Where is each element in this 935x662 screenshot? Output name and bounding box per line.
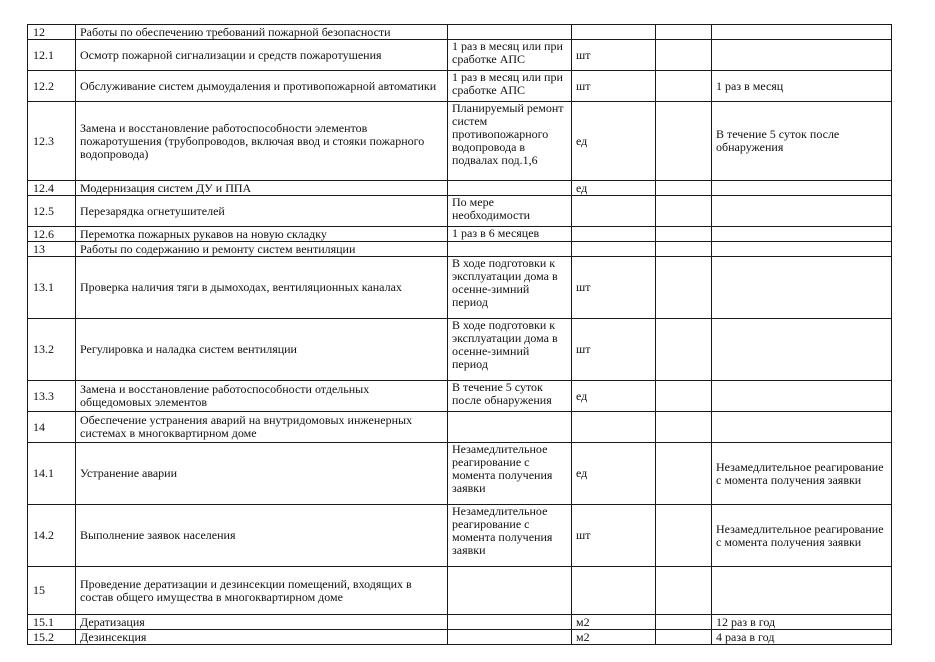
- quantity-cell: [656, 181, 712, 196]
- frequency-cell: [448, 567, 572, 615]
- work-description-cell: Замена и восстановление работоспособности отдельных общедомовых элементов: [76, 381, 448, 412]
- unit-cell: шт: [572, 40, 656, 71]
- deadline-cell: [712, 257, 892, 319]
- quantity-cell: [656, 443, 712, 505]
- unit-cell: м2: [572, 630, 656, 645]
- frequency-cell: Незамедлительное реагирование с момента получения заявки: [448, 443, 572, 505]
- work-description-cell: Выполнение заявок населения: [76, 505, 448, 567]
- unit-cell: ед: [572, 381, 656, 412]
- unit-cell: шт: [572, 257, 656, 319]
- deadline-cell: [712, 319, 892, 381]
- work-description-cell: Обеспечение устранения аварий на внутридомовых инженерных системах в многоквартирном доме: [76, 412, 448, 443]
- table-row: [28, 257, 892, 319]
- frequency-cell: 1 раз в месяц или при сработке АПС: [448, 71, 572, 102]
- deadline-cell: В течение 5 суток после обнаружения: [712, 102, 892, 181]
- item-number-cell: 12.4: [28, 181, 76, 196]
- deadline-cell: [712, 242, 892, 257]
- quantity-cell: [656, 615, 712, 630]
- unit-cell: [572, 196, 656, 227]
- table-row: [28, 630, 892, 645]
- table-row: [28, 505, 892, 567]
- frequency-cell: Незамедлительное реагирование с момента получения заявки: [448, 505, 572, 567]
- deadline-cell: [712, 196, 892, 227]
- item-number-cell: 12.1: [28, 40, 76, 71]
- deadline-cell: 4 раза в год: [712, 630, 892, 645]
- item-number-cell: 12.3: [28, 102, 76, 181]
- table-row: [28, 102, 892, 181]
- deadline-cell: 12 раз в год: [712, 615, 892, 630]
- quantity-cell: [656, 25, 712, 40]
- unit-cell: ед: [572, 181, 656, 196]
- works-table-body: [28, 25, 892, 645]
- quantity-cell: [656, 257, 712, 319]
- quantity-cell: [656, 381, 712, 412]
- unit-cell: шт: [572, 319, 656, 381]
- deadline-cell: 1 раз в месяц: [712, 71, 892, 102]
- work-description-cell: Перезарядка огнетушителей: [76, 196, 448, 227]
- deadline-cell: [712, 40, 892, 71]
- deadline-cell: Незамедлительное реагирование с момента получения заявки: [712, 443, 892, 505]
- quantity-cell: [656, 630, 712, 645]
- unit-cell: [572, 25, 656, 40]
- table-row: [28, 381, 892, 412]
- item-number-cell: 12.5: [28, 196, 76, 227]
- unit-cell: [572, 412, 656, 443]
- item-number-cell: 12.2: [28, 71, 76, 102]
- frequency-cell: [448, 630, 572, 645]
- works-table: [27, 24, 892, 645]
- deadline-cell: Незамедлительное реагирование с момента получения заявки: [712, 505, 892, 567]
- item-number-cell: 15.1: [28, 615, 76, 630]
- frequency-cell: [448, 615, 572, 630]
- frequency-cell: [448, 242, 572, 257]
- item-number-cell: 13.2: [28, 319, 76, 381]
- quantity-cell: [656, 227, 712, 242]
- item-number-cell: 12: [28, 25, 76, 40]
- item-number-cell: 14.2: [28, 505, 76, 567]
- frequency-cell: [448, 181, 572, 196]
- work-description-cell: Проверка наличия тяги в дымоходах, вентиляционных каналах: [76, 257, 448, 319]
- frequency-cell: [448, 412, 572, 443]
- work-description-cell: Дезинсекция: [76, 630, 448, 645]
- frequency-cell: В течение 5 суток после обнаружения: [448, 381, 572, 412]
- item-number-cell: 15: [28, 567, 76, 615]
- work-description-cell: Регулировка и наладка систем вентиляции: [76, 319, 448, 381]
- frequency-cell: 1 раз в месяц или при сработке АПС: [448, 40, 572, 71]
- quantity-cell: [656, 505, 712, 567]
- table-row: [28, 181, 892, 196]
- quantity-cell: [656, 40, 712, 71]
- item-number-cell: 13.3: [28, 381, 76, 412]
- item-number-cell: 13.1: [28, 257, 76, 319]
- work-description-cell: Устранение аварии: [76, 443, 448, 505]
- unit-cell: шт: [572, 71, 656, 102]
- table-row: [28, 40, 892, 71]
- deadline-cell: [712, 227, 892, 242]
- table-row: [28, 242, 892, 257]
- frequency-cell: [448, 25, 572, 40]
- work-description-cell: Работы по обеспечению требований пожарной безопасности: [76, 25, 448, 40]
- work-description-cell: Осмотр пожарной сигнализации и средств пожаротушения: [76, 40, 448, 71]
- deadline-cell: [712, 181, 892, 196]
- work-description-cell: Перемотка пожарных рукавов на новую складку: [76, 227, 448, 242]
- frequency-cell: По мере необходимости: [448, 196, 572, 227]
- work-description-cell: Модернизация систем ДУ и ППА: [76, 181, 448, 196]
- table-row: [28, 319, 892, 381]
- frequency-cell: Планируемый ремонт систем противопожарного водопровода в подвалах под.1,6: [448, 102, 572, 181]
- item-number-cell: 13: [28, 242, 76, 257]
- item-number-cell: 14: [28, 412, 76, 443]
- table-row: [28, 196, 892, 227]
- item-number-cell: 14.1: [28, 443, 76, 505]
- item-number-cell: 12.6: [28, 227, 76, 242]
- quantity-cell: [656, 71, 712, 102]
- table-row: [28, 615, 892, 630]
- item-number-cell: 15.2: [28, 630, 76, 645]
- table-row: [28, 71, 892, 102]
- unit-cell: м2: [572, 615, 656, 630]
- deadline-cell: [712, 25, 892, 40]
- table-row: [28, 25, 892, 40]
- frequency-cell: В ходе подготовки к эксплуатации дома в осенне-зимний период: [448, 257, 572, 319]
- table-row: [28, 412, 892, 443]
- quantity-cell: [656, 412, 712, 443]
- unit-cell: ед: [572, 443, 656, 505]
- frequency-cell: 1 раз в 6 месяцев: [448, 227, 572, 242]
- frequency-cell: В ходе подготовки к эксплуатации дома в осенне-зимний период: [448, 319, 572, 381]
- quantity-cell: [656, 319, 712, 381]
- table-row: [28, 567, 892, 615]
- unit-cell: [572, 227, 656, 242]
- deadline-cell: [712, 567, 892, 615]
- unit-cell: шт: [572, 505, 656, 567]
- quantity-cell: [656, 567, 712, 615]
- unit-cell: ед: [572, 102, 656, 181]
- unit-cell: [572, 242, 656, 257]
- table-row: [28, 443, 892, 505]
- deadline-cell: [712, 381, 892, 412]
- work-description-cell: Замена и восстановление работоспособности элементов пожаротушения (трубопроводов, включая ввод и стояки пожарного водопровода): [76, 102, 448, 181]
- quantity-cell: [656, 102, 712, 181]
- work-description-cell: Работы по содержанию и ремонту систем вентиляции: [76, 242, 448, 257]
- work-description-cell: Дератизация: [76, 615, 448, 630]
- work-description-cell: Обслуживание систем дымоудаления и противопожарной автоматики: [76, 71, 448, 102]
- deadline-cell: [712, 412, 892, 443]
- quantity-cell: [656, 242, 712, 257]
- unit-cell: [572, 567, 656, 615]
- table-row: [28, 227, 892, 242]
- quantity-cell: [656, 196, 712, 227]
- work-description-cell: Проведение дератизации и дезинсекции помещений, входящих в состав общего имущества в многоквартирном доме: [76, 567, 448, 615]
